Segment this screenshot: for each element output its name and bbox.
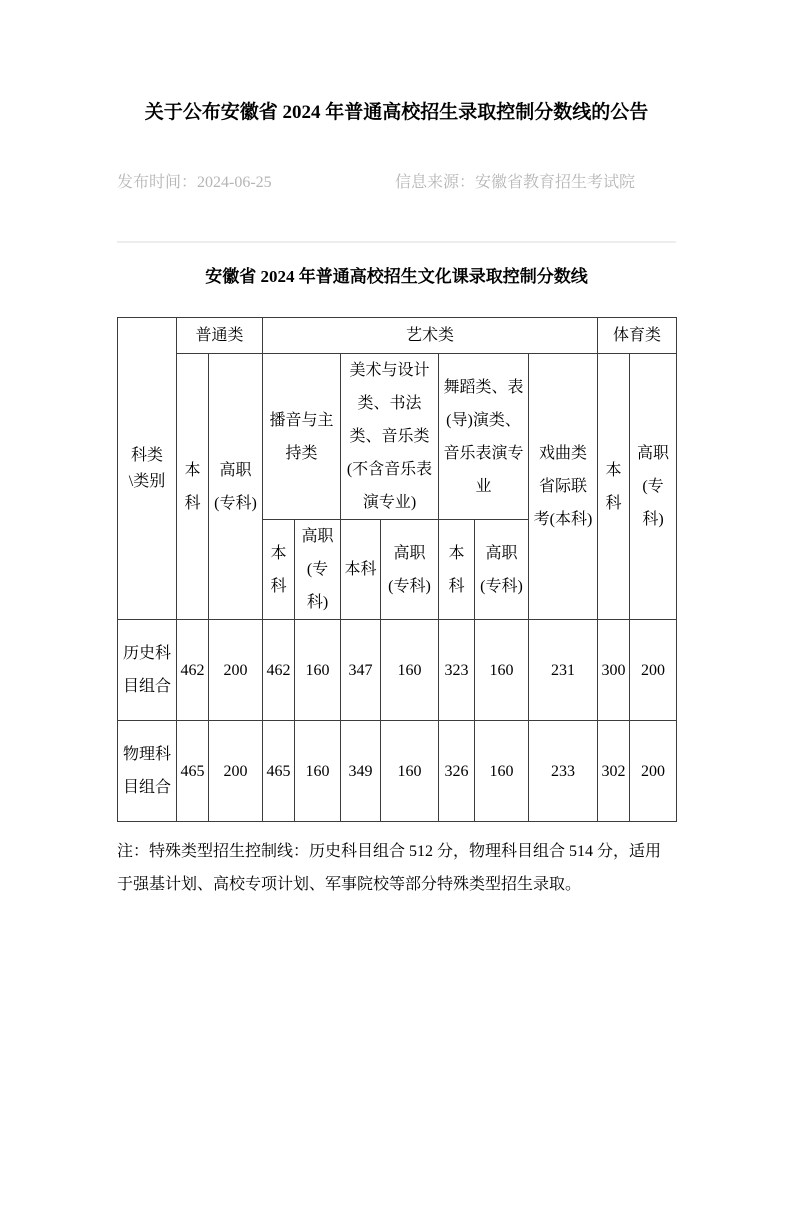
score-cell: 462 (263, 620, 295, 721)
score-cell: 323 (439, 620, 475, 721)
art-broadcast-header: 播音与主持类 (263, 354, 341, 520)
score-cell: 200 (209, 721, 263, 822)
score-cell: 160 (475, 620, 529, 721)
score-cell: 200 (630, 620, 677, 721)
score-table (117, 317, 677, 822)
group-art: 艺术类 (263, 318, 598, 354)
finearts-undergrad-header: 本科 (341, 520, 381, 620)
broadcast-undergrad-header: 本科 (263, 520, 295, 620)
score-cell: 462 (177, 620, 209, 721)
row-label: 历史科目组合 (118, 620, 177, 721)
art-dance-header: 舞蹈类、表(导)演类、音乐表演专业 (439, 354, 529, 520)
header-row-groups (118, 318, 677, 354)
score-cell: 465 (177, 721, 209, 822)
meta-row (117, 170, 676, 196)
sports-vocational-header: 高职(专科) (630, 354, 677, 620)
footnote: 注：特殊类型招生控制线：历史科目组合 512 分，物理科目组合 514 分，适用于强基计划、高校专项计划、军事院校等部分特殊类型招生录取。 (117, 843, 662, 893)
score-cell: 300 (598, 620, 630, 721)
corner-cell: 科类\类别 (118, 318, 177, 620)
general-undergrad-header: 本科 (177, 354, 209, 620)
score-cell: 200 (630, 721, 677, 822)
info-source: 信息来源：安徽省教育招生考试院 (395, 174, 636, 191)
art-opera-header: 戏曲类省际联考(本科) (529, 354, 598, 620)
dance-undergrad-header: 本科 (439, 520, 475, 620)
general-vocational-header: 高职(专科) (209, 354, 263, 620)
group-general: 普通类 (177, 318, 263, 354)
sports-undergrad-header: 本科 (598, 354, 630, 620)
table-caption: 安徽省 2024 年普通高校招生文化课录取控制分数线 (205, 267, 588, 286)
score-cell: 233 (529, 721, 598, 822)
score-cell: 160 (381, 721, 439, 822)
score-cell: 347 (341, 620, 381, 721)
score-cell: 465 (263, 721, 295, 822)
score-cell: 160 (381, 620, 439, 721)
score-cell: 326 (439, 721, 475, 822)
table-row-physics (118, 721, 677, 822)
group-sports: 体育类 (598, 318, 677, 354)
score-cell: 231 (529, 620, 598, 721)
finearts-vocational-header: 高职(专科) (381, 520, 439, 620)
score-cell: 160 (295, 620, 341, 721)
score-cell: 160 (295, 721, 341, 822)
row-label: 物理科目组合 (118, 721, 177, 822)
broadcast-vocational-header: 高职(专科) (295, 520, 341, 620)
score-cell: 349 (341, 721, 381, 822)
art-finearts-header: 美术与设计类、书法类、音乐类(不含音乐表演专业) (341, 354, 439, 520)
score-cell: 160 (475, 721, 529, 822)
header-row-subcategories (118, 354, 677, 520)
publish-time: 发布时间：2024-06-25 (117, 174, 272, 191)
score-cell: 200 (209, 620, 263, 721)
page-title: 关于公布安徽省 2024 年普通高校招生录取控制分数线的公告 (144, 102, 649, 123)
table-row-history (118, 620, 677, 721)
document-page (117, 98, 676, 901)
dance-vocational-header: 高职(专科) (475, 520, 529, 620)
divider (117, 241, 676, 243)
score-cell: 302 (598, 721, 630, 822)
